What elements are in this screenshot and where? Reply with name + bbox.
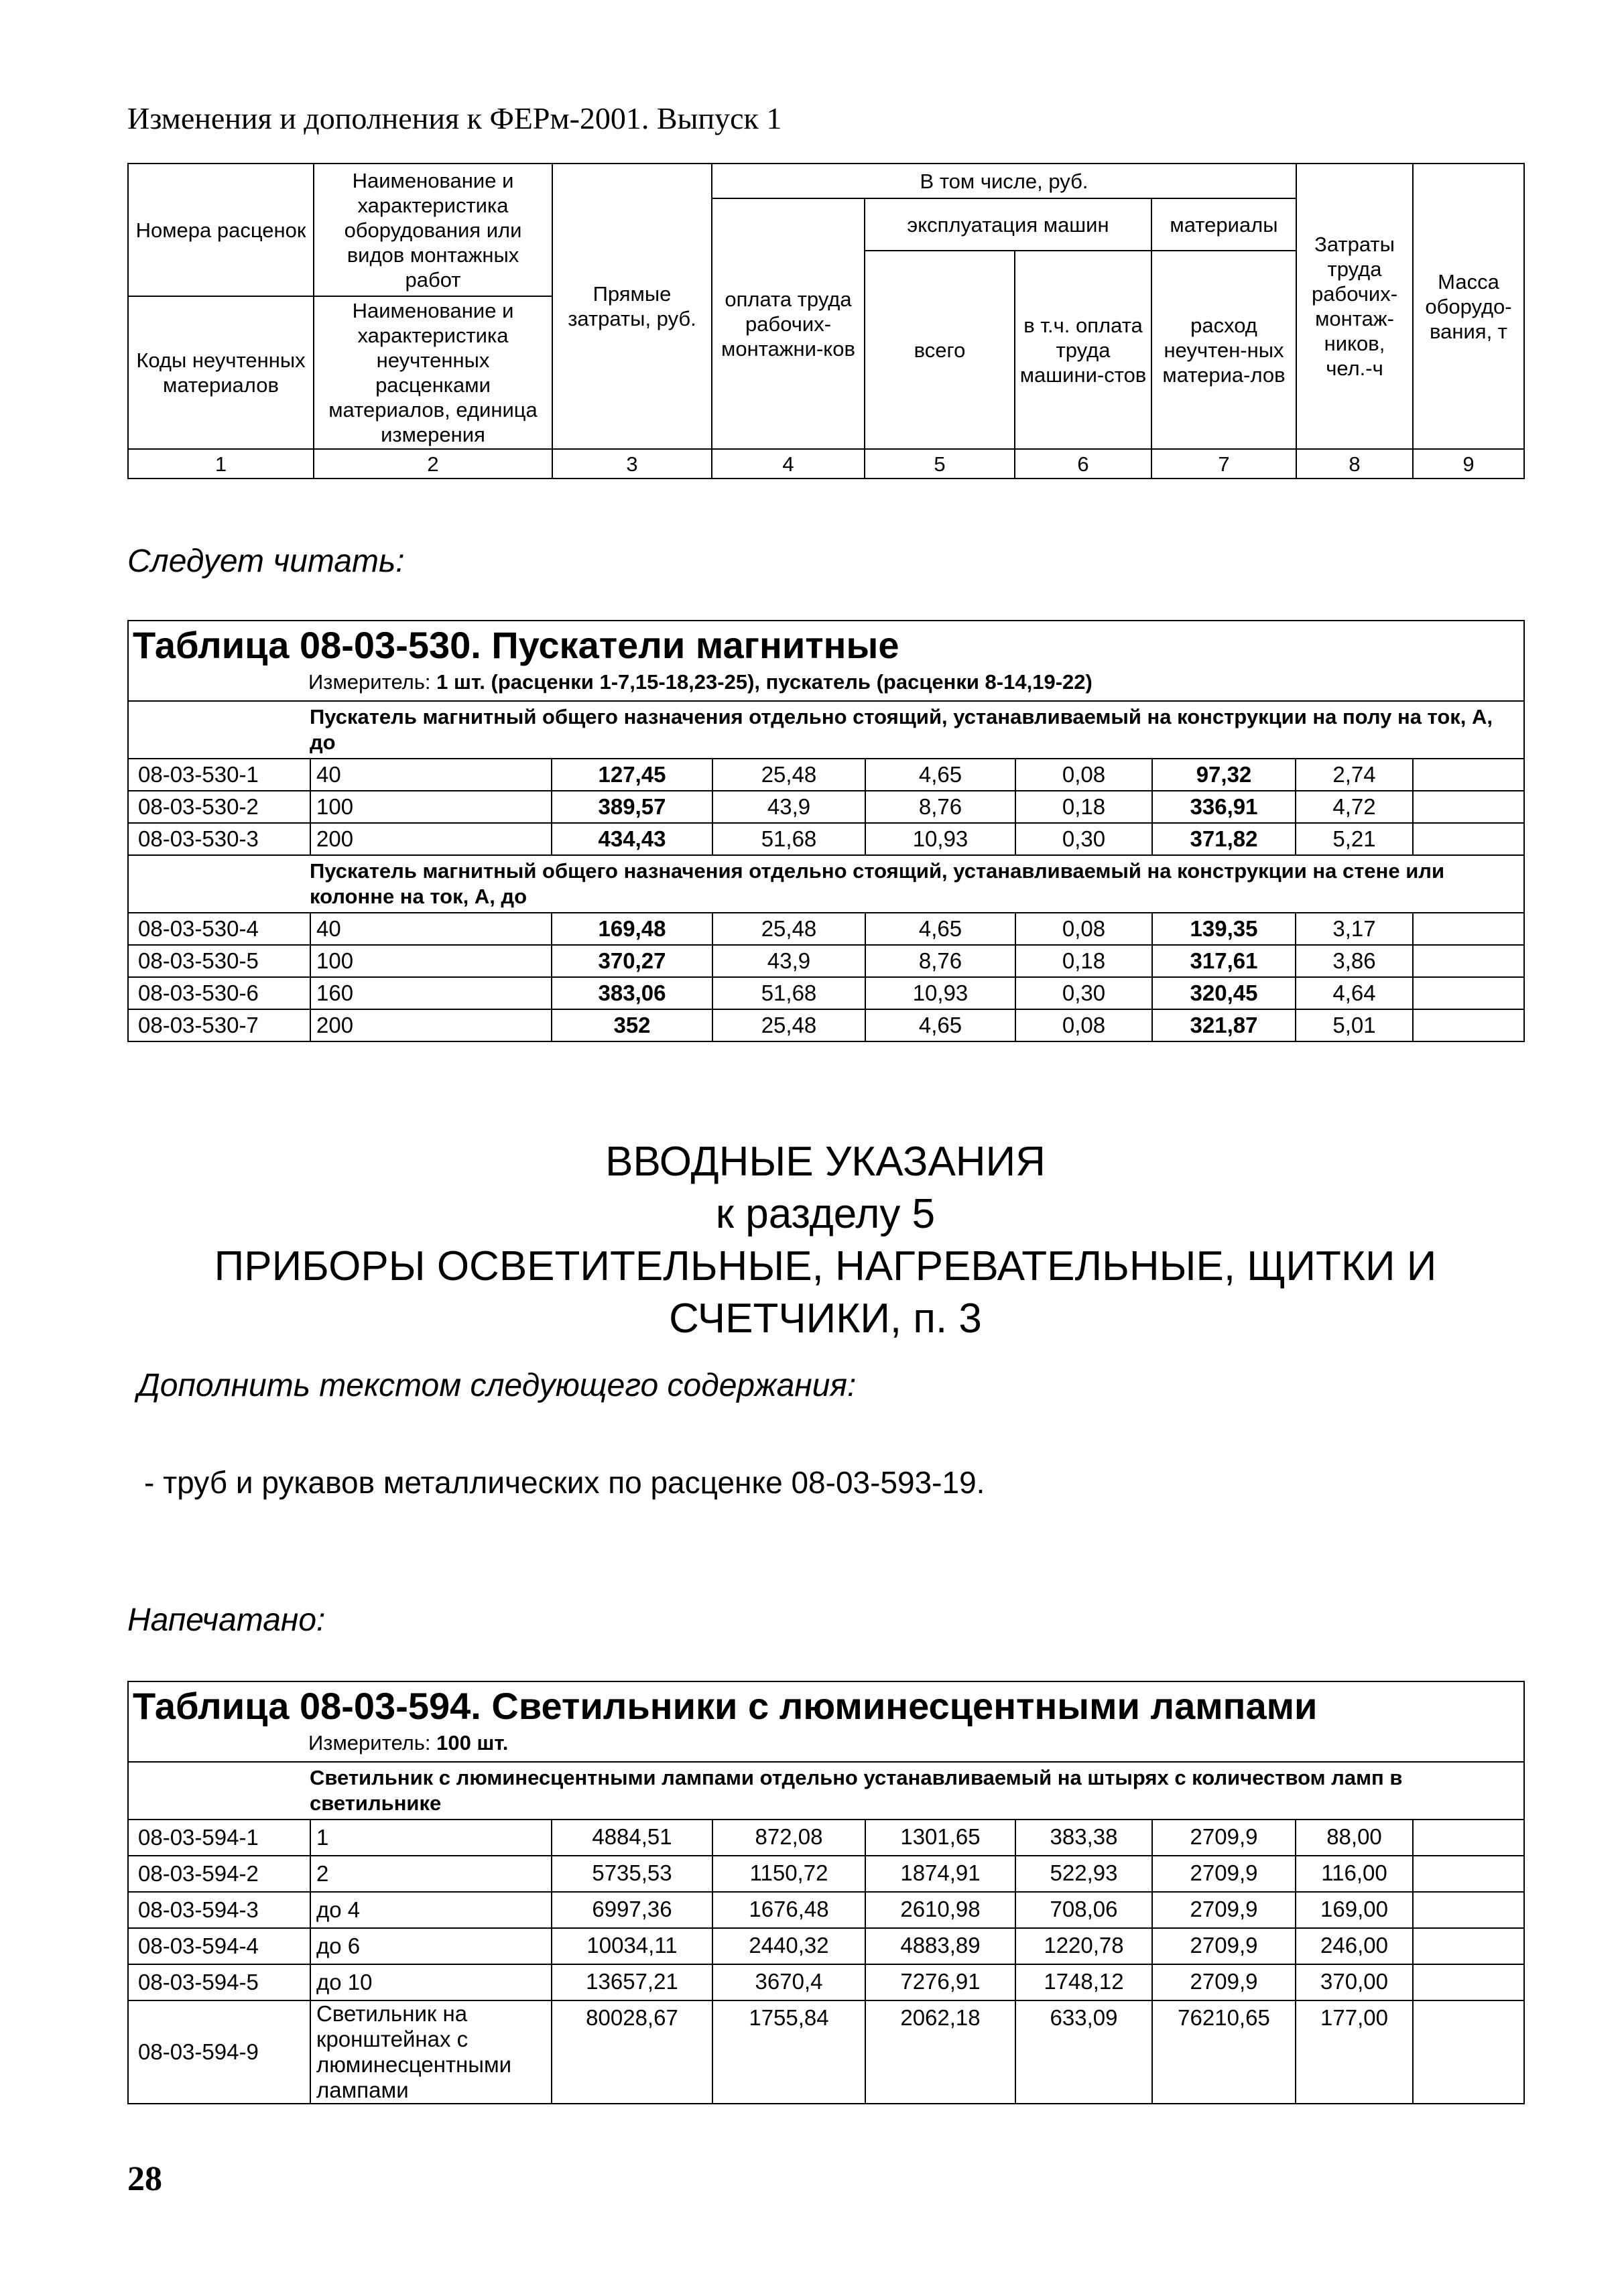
rate-value: 1874,91 [865, 1856, 1015, 1892]
rate-value: 13657,21 [552, 1964, 712, 2000]
table-unit-cell [128, 667, 1524, 701]
table-row [128, 2000, 1524, 2104]
rate-value: 1676,48 [712, 1892, 865, 1928]
table-title: Таблица 08-03-594. Светильники с люминесцентными лампами [133, 1685, 1318, 1727]
rate-code: 08-03-594-1 [128, 1820, 310, 1856]
table-title: Таблица 08-03-530. Пускатели магнитные [133, 624, 899, 666]
rate-value: 169,48 [552, 913, 712, 945]
rate-value [1413, 823, 1524, 855]
col-number: 1 [128, 449, 314, 479]
rate-value [1413, 1964, 1524, 2000]
rate-value: 25,48 [712, 759, 865, 791]
rate-code: 08-03-530-4 [128, 913, 310, 945]
table-row [128, 1856, 1524, 1892]
header-machines-label: эксплуатация машин [865, 198, 1151, 251]
col-number: 3 [552, 449, 712, 479]
rate-value: 2610,98 [865, 1892, 1015, 1928]
rate-value: 4,65 [865, 1009, 1015, 1041]
rate-value: 43,9 [712, 791, 865, 823]
rate-value: 4,65 [865, 913, 1015, 945]
col-number: 5 [865, 449, 1015, 479]
rate-value: 321,87 [1152, 1009, 1296, 1041]
rate-value: 370,00 [1296, 1964, 1413, 2000]
header-direct-costs-label: Прямые затраты, руб. [552, 164, 712, 449]
rate-value: 51,68 [712, 823, 865, 855]
group-title: Светильник с люминесцентными лампами отдельно устанавливаемый на штырях с количеством ламп в светильнике [128, 1762, 1524, 1820]
rate-value: 1755,84 [712, 2000, 865, 2104]
table-unit [133, 670, 1518, 695]
header-materials-unaccounted-label: расход неучтен-ных материа-лов [1151, 251, 1296, 449]
col-number: 8 [1296, 449, 1413, 479]
table-unit [133, 1730, 1518, 1756]
header-machines-total-label: всего [865, 251, 1015, 449]
col-number: 6 [1015, 449, 1151, 479]
intro-title-line: ПРИБОРЫ ОСВЕТИТЕЛЬНЫЕ, НАГРЕВАТЕЛЬНЫЕ, ЩИТКИ И [214, 1243, 1437, 1289]
rate-value: 0,18 [1015, 945, 1152, 977]
rate-value: 25,48 [712, 1009, 865, 1041]
rate-value: 1220,78 [1015, 1928, 1152, 1964]
col-number: 9 [1413, 449, 1524, 479]
rate-value: 25,48 [712, 913, 865, 945]
rate-name: 40 [310, 913, 552, 945]
col-number: 4 [712, 449, 865, 479]
rate-value: 633,09 [1015, 2000, 1152, 2104]
column-header-table [127, 163, 1525, 479]
rate-value: 127,45 [552, 759, 712, 791]
rate-value: 4884,51 [552, 1820, 712, 1856]
rate-value: 2062,18 [865, 2000, 1015, 2104]
rate-code: 08-03-594-5 [128, 1964, 310, 2000]
rate-value: 97,32 [1152, 759, 1296, 791]
rate-code: 08-03-594-9 [128, 2000, 310, 2104]
rate-value: 8,76 [865, 945, 1015, 977]
rate-value: 2440,32 [712, 1928, 865, 1964]
table-594 [127, 1681, 1525, 2104]
table-row [128, 791, 1524, 823]
rate-value: 371,82 [1152, 823, 1296, 855]
rate-value [1413, 759, 1524, 791]
header-materials-label: материалы [1151, 198, 1296, 251]
table-row [128, 1892, 1524, 1928]
table-row [128, 1928, 1524, 1964]
rate-name: 2 [310, 1856, 552, 1892]
header-codes-label: Номера расценок [128, 164, 314, 296]
caption-add: Дополнить текстом следующего содержания: [137, 1368, 857, 1403]
rate-value: 246,00 [1296, 1928, 1413, 1964]
rate-value: 2709,9 [1152, 1964, 1296, 2000]
rate-code: 08-03-530-2 [128, 791, 310, 823]
rate-code: 08-03-530-3 [128, 823, 310, 855]
rate-value: 7276,91 [865, 1964, 1015, 2000]
rate-value [1413, 913, 1524, 945]
rate-value: 0,18 [1015, 791, 1152, 823]
col-number: 2 [314, 449, 552, 479]
rate-value: 4,64 [1296, 977, 1413, 1009]
table-title-cell [128, 1681, 1524, 1728]
rate-value: 383,38 [1015, 1820, 1152, 1856]
rate-name: 160 [310, 977, 552, 1009]
rate-code: 08-03-530-6 [128, 977, 310, 1009]
rate-value [1413, 1892, 1524, 1928]
rate-value: 0,30 [1015, 823, 1152, 855]
group-title: Пускатель магнитный общего назначения отдельно стоящий, устанавливаемый на конструкции на стене или колонне на ток, А, до [128, 855, 1524, 913]
rate-value [1413, 945, 1524, 977]
rate-code: 08-03-594-2 [128, 1856, 310, 1892]
rate-value: 1748,12 [1015, 1964, 1152, 2000]
rate-name: 1 [310, 1820, 552, 1856]
header-mass-label: Масса оборудо-вания, т [1413, 164, 1524, 449]
intro-heading: ВВОДНЫЕ УКАЗАНИЯ [605, 1139, 1046, 1185]
caption-read: Следует читать: [127, 544, 405, 579]
rate-value [1413, 1856, 1524, 1892]
rate-value: 0,08 [1015, 1009, 1152, 1041]
header-name-label: Наименование и характеристика оборудования или видов монтажных работ [314, 164, 552, 296]
rate-value [1413, 1820, 1524, 1856]
unit-value: 100 шт. [436, 1731, 509, 1755]
table-row [128, 759, 1524, 791]
table-row [128, 913, 1524, 945]
rate-name: до 6 [310, 1928, 552, 1964]
rate-code: 08-03-530-1 [128, 759, 310, 791]
rate-value: 6997,36 [552, 1892, 712, 1928]
rate-name: 100 [310, 945, 552, 977]
rate-value [1413, 1928, 1524, 1964]
rate-name: до 10 [310, 1964, 552, 2000]
intro-title-line: СЧЕТЧИКИ, п. 3 [669, 1295, 982, 1342]
header-unaccounted-name-label: Наименование и характеристика неучтенных расценками материалов, единица измерения [314, 296, 552, 449]
rate-code: 08-03-530-5 [128, 945, 310, 977]
table-530 [127, 620, 1525, 1042]
rate-name: 100 [310, 791, 552, 823]
rate-code: 08-03-594-3 [128, 1892, 310, 1928]
rate-value: 5,21 [1296, 823, 1413, 855]
rate-value: 169,00 [1296, 1892, 1413, 1928]
rate-value: 1301,65 [865, 1820, 1015, 1856]
rate-value: 43,9 [712, 945, 865, 977]
header-unaccounted-codes-label: Коды неучтенных материалов [128, 296, 314, 449]
rate-value: 2709,9 [1152, 1856, 1296, 1892]
rate-value: 872,08 [712, 1820, 865, 1856]
rate-value: 88,00 [1296, 1820, 1413, 1856]
rate-value: 522,93 [1015, 1856, 1152, 1892]
rate-code: 08-03-530-7 [128, 1009, 310, 1041]
rate-value: 0,30 [1015, 977, 1152, 1009]
rate-code: 08-03-594-4 [128, 1928, 310, 1964]
col-number: 7 [1151, 449, 1296, 479]
rate-name: 200 [310, 1009, 552, 1041]
intro-section: к разделу 5 [715, 1191, 936, 1237]
intro-block [127, 1136, 1523, 1345]
rate-name: 200 [310, 823, 552, 855]
rate-value: 5735,53 [552, 1856, 712, 1892]
rate-value: 352 [552, 1009, 712, 1041]
rate-value: 0,08 [1015, 759, 1152, 791]
rate-value: 0,08 [1015, 913, 1152, 945]
caption-printed: Напечатано: [127, 1602, 326, 1638]
rate-value [1413, 977, 1524, 1009]
table-row [128, 1964, 1524, 2000]
rate-value: 4,72 [1296, 791, 1413, 823]
rate-value: 2709,9 [1152, 1892, 1296, 1928]
table-row [128, 977, 1524, 1009]
rate-value: 708,06 [1015, 1892, 1152, 1928]
rate-value: 2709,9 [1152, 1928, 1296, 1964]
rate-value: 116,00 [1296, 1856, 1413, 1892]
header-labor-label: Затраты труда рабочих-монтаж-ников, чел.-ч [1296, 164, 1413, 449]
header-machines-wage-label: в т.ч. оплата труда машини-стов [1015, 251, 1151, 449]
table-row [128, 945, 1524, 977]
rate-value: 80028,67 [552, 2000, 712, 2104]
bullet-text: - труб и рукавов металлических по расценке 08-03-593-19. [144, 1465, 985, 1500]
rate-value: 3670,4 [712, 1964, 865, 2000]
unit-value: 1 шт. (расценки 1-7,15-18,23-25), пускатель (расценки 8-14,19-22) [436, 670, 1092, 694]
rate-value: 383,06 [552, 977, 712, 1009]
rate-value: 8,76 [865, 791, 1015, 823]
rate-value: 10,93 [865, 977, 1015, 1009]
rate-value: 320,45 [1152, 977, 1296, 1009]
rate-value: 139,35 [1152, 913, 1296, 945]
unit-prefix: Измеритель: [308, 670, 431, 694]
rate-value: 2,74 [1296, 759, 1413, 791]
rate-value: 2709,9 [1152, 1820, 1296, 1856]
rate-value: 434,43 [552, 823, 712, 855]
table-row [128, 1009, 1524, 1041]
document-header: Изменения и дополнения к ФЕРм-2001. Выпуск 1 [127, 101, 782, 135]
rate-value: 389,57 [552, 791, 712, 823]
rate-value: 1150,72 [712, 1856, 865, 1892]
rate-name: 40 [310, 759, 552, 791]
rate-value: 51,68 [712, 977, 865, 1009]
rate-value: 76210,65 [1152, 2000, 1296, 2104]
rate-value: 177,00 [1296, 2000, 1413, 2104]
group-title: Пускатель магнитный общего назначения отдельно стоящий, устанавливаемый на конструкции на полу на ток, А, до [128, 701, 1524, 759]
rate-value: 3,86 [1296, 945, 1413, 977]
header-wage-label: оплата труда рабочих-монтажни-ков [712, 198, 865, 449]
table-title-cell [128, 621, 1524, 667]
rate-value: 336,91 [1152, 791, 1296, 823]
rate-value: 317,61 [1152, 945, 1296, 977]
rate-name: до 4 [310, 1892, 552, 1928]
table-row [128, 823, 1524, 855]
rate-name: Светильник на кронштейнах с люминесцентными лампами [310, 2000, 552, 2104]
rate-value: 10,93 [865, 823, 1015, 855]
unit-prefix: Измеритель: [308, 1731, 431, 1755]
rate-value: 370,27 [552, 945, 712, 977]
rate-value [1413, 1009, 1524, 1041]
rate-value [1413, 2000, 1524, 2104]
rate-value: 4883,89 [865, 1928, 1015, 1964]
table-unit-cell [128, 1728, 1524, 1762]
rate-value: 4,65 [865, 759, 1015, 791]
table-row [128, 1820, 1524, 1856]
rate-value [1413, 791, 1524, 823]
page-number: 28 [127, 2160, 162, 2198]
rate-value: 3,17 [1296, 913, 1413, 945]
rate-value: 5,01 [1296, 1009, 1413, 1041]
rate-value: 10034,11 [552, 1928, 712, 1964]
header-including-label: В том числе, руб. [712, 164, 1296, 198]
